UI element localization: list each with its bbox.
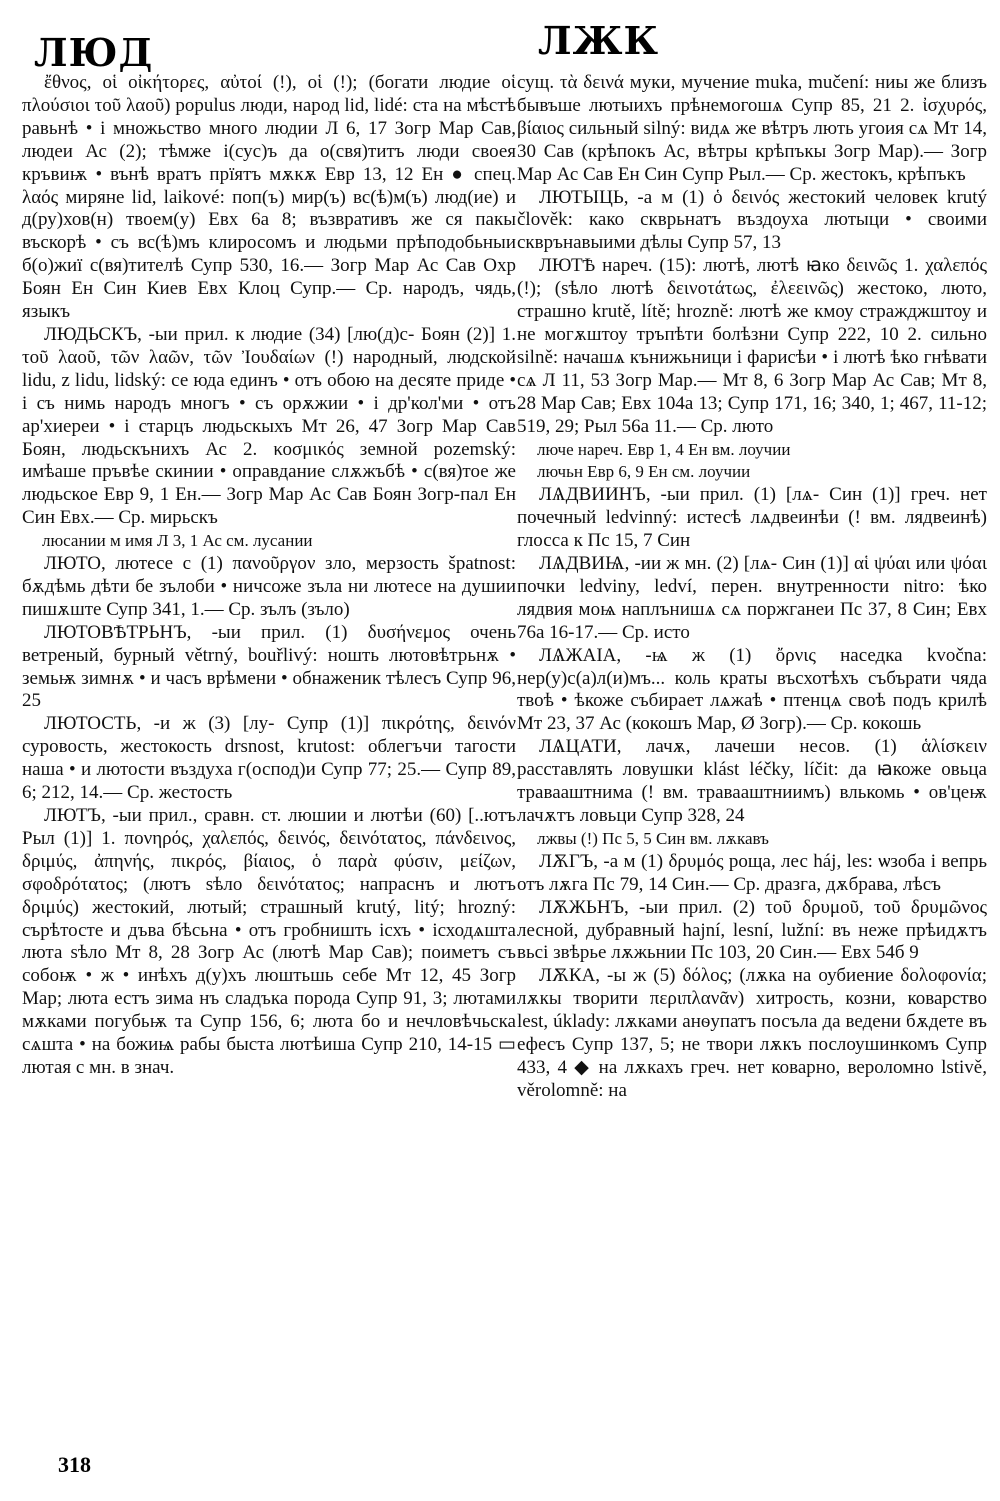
dictionary-entry-ljut: ЛЮТЪ, -ыи прил., сравн. ст. люшии и лютѣи (60) [..ютъ Рыл (1)] 1. πονηρός, χαλεπός, δεινός, δεινότατος, πάνδεινος, δριμύς, ἀπηνής, πικρός, βίαιος, ὁ παρὰ φύσιν, μείζων, σφοδρότατος; (лютъ ѕѣло δεινότατος; напраснъ и лютъ δριμύς) жестокий, лютый; страшный krutý, litý; hrozný: сърѣтосте и дъва бѣсьна • отъ гробништь ісхъ • ісходѧшта люта ѕѣло Мт 8, 28 Зогр Ас (лютѣ Мар Сав); поиметъ съ собоѭ • ж • инѣхъ д(у)хъ люштьшь себе Мт 12, 45 Зогр Мар; люта естъ зима нъ сладъка порода Супр 91, 3; лютами мѫками погубьѭ та Супр 156, 6; люта бо и нечловѣчьска сѧшта • на божиѩ рабы быста лютѣиша Супр 210, 14-15 ▭ лютая с мн. в знач. (22, 805, 516, 1078)
dictionary-entry-lzvy: лжвы (!) Пс 5, 5 Син вм. лѫкавъ (537, 828, 769, 848)
dictionary-entry-ljutic: ЛЮТЫЦЬ, -а м (1) ὁ δεινός жестокий человек krutý člověk: како скврьнатъ въздоуха лютыци • своими скврънавыими дѣлы Супр 57, 13 (517, 186, 987, 254)
running-head-left: ЛЮД (34, 30, 154, 75)
dictionary-entry-ljuce: лючe нареч. Евр 1, 4 Ен вм. лоучии (537, 439, 791, 459)
dictionary-entry-lzg: ЛѪГЪ, -а м (1) δρυμός роща, лес háj, les: ѡзоба і вепрь отъ лѫга Пс 79, 14 Син.— Ср. дразга, дѫбрава, лѣсъ (517, 850, 987, 895)
dictionary-entry-ljudsk: ЛЮДЬСКЪ, -ыи прил. к людие (34) [лю(д)с- Боян (2)] 1. τοῦ λαοῦ, τῶν λαῶν, τῶν Ἰουδαίων (!) народный, людской lidu, z lidu, lidský: се юда единъ • отъ обою на десяте приде • і съ нимь народъ многъ • съ орѫжии • і др'кол'ми • отъ ар'хиереи • і старцъ людьскыхъ Мт 26, 47 Зогр Мар Сав Боян, людьскънихъ Ас 2. κοσμικός земной pozemský: имѣаше пръвѣе скинии • оправдание слѫжъбѣ • с(вя)тое же людьское Евр 9, 1 Ен.— Зогр Мар Ас Сав Боян Зогр-пал Ен Син Евх.— Ср. мирьскъ (22, 323, 516, 529)
right-column (517, 72, 987, 1103)
dictionary-entry-lacati: ЛѦЦАТИ, лачѫ, лачеши несов. (1) ἁλίσκειν расставлять ловушки klást léčky, líčit: да ꙗкоже овьца травааштнима (! вм. травааштниимъ) влькомь • ов'цеѭ лачѫтъ ловьци Супр 328, 24 (517, 736, 987, 826)
left-column (22, 72, 516, 1080)
dictionary-entry-lj-cont: ἔθνος, οἱ οἰκήτορες, αὐτοί (!), οἱ (!); (богати людие οἱ πλούσιοι τοῦ λαοῦ) populus люди, народ lid, lidé: ста на мѣстѣ равьнѣ • і множьство много людии Л 6, 17 Зогр Мар Сав, людеи Ас (2); тѣмже і(сус)ъ да о(свя)титъ люди своея кръвиѭ • вънѣ вратъ прїятъ мѫкѫ Евр 13, 12 Ен ● спец. λαός миряне lid, laikové: поп(ъ) мир(ъ) вс(ѣ)м(ъ) люд(ие) и д(ру)хов(н) твоем(у) Евх 6а 8; възвративъ же ся пакы въскорѣ • съ вс(ѣ)мъ клиросомъ и людьми прѣподобьныи б(о)жиї с(вя)тителѣ Супр 530, 16.— Зогр Мар Ас Сав Охр Боян Ен Син Киев Евх Клоц Супр.— Ср. народъ, чядь, языкъ (22, 72, 516, 323)
dictionary-entry-ladvija: ЛѦДВИѨ, -ии ж мн. (2) [лѧ- Син (1)] αἱ ψύαι или ψόαι почки ledviny, ledví, перен. внутренности nitro: ѣко лядвия моѩ наплънишѧ сѧ поржганеи Пс 37, 8 Син; Евх 76а 16-17.— Ср. исто (517, 553, 987, 643)
dictionary-entry-ljusanin: люсании м имя Л 3, 1 Ас см. лусании (42, 531, 313, 551)
page-number: 318 (58, 1452, 91, 1477)
dictionary-entry-ljuto: ЛЮТО, лютесе с (1) πανοῦργον зло, мерзость špatnost: бѫдѣмь дѣти бе зълоби • ничсоже зъла ни лютесе на душии пишѫште Супр 341, 1.— Ср. зълъ (зъло) (22, 553, 516, 620)
dictionary-entry-lzka: ЛѪКА, -ы ж (5) δόλος; (лѫка на оубиение δολοφονία; лѫкы творити περιπλανᾶν) хитрость, козни, коварство lest, úklady: лѫками анѳупатъ посъла да ведени бѫдете въ ефесъ Супр 137, 5; не твори лѫкъ послоушинкомъ Супр 433, 4 ◆ на лѫкахъ греч. нет коварно, вероломно lstivě, věrolomně: на (517, 965, 987, 1101)
dictionary-entry-lzzn: ЛѪЖЬНЪ, -ыи прил. (2) τοῦ δρυμοῦ, τοῦ δρυμῶνος лесной, дубравный hajní, lesní, lužní: въ неже прѣидѫтъ вьсі звѣрье лѫжьнии Пс 103, 20 Син.— Евх 54б 9 (517, 896, 987, 964)
dictionary-entry-ljut-cont: сущ. τὰ δεινά муки, мучение muka, mučení: ниы же близъ бывъше лютыихъ прѣнемогошѧ Супр 85, 21 2. ἰσχυρός, βίαιος сильный silný: видѧ же вѣтръ лють угоия сѧ Мт 14, 30 Сав (крѣпокъ Ас, вѣтры крѣпъкы Зогр Мар).— Зогр Мар Ас Сав Ен Син Супр Рыл.— Ср. жестокъ, крѣпъкъ (517, 72, 987, 185)
dictionary-entry-ljucen: лючьн Евр 6, 9 Ен см. лоучии (537, 462, 751, 482)
running-head-right: ЛЖК (538, 18, 660, 63)
dictionary-entry-ljutovetr: ЛЮТОВѢТРЬНЪ, -ыи прил. (1) δυσήνεμος очень ветреный, бурный větrný, bouřlivý: ношть лютовѣтрьнѫ • земьѭ зимнѫ • и часъ врѣмени • обнаженик тѣлесъ Супр 96, 25 (22, 621, 516, 712)
dictionary-entry-ljute: ЛЮТѢ нареч. (15): лютѣ, лютѣ ꙗко δεινῶς 1. χαλεπός (!); (ѕѣло лютѣ δεινοτάτως, ἐλεεινῶς) жестоко, люто, страшно krutě, lítě; hrozně: лютѣ же кмоу стражджштоу и не могѫштоу тръпѣти болѣзни Супр 222, 10 2. сильно silně: начашѧ кънижьници і фарисѣи • і лютѣ ѣко гнѣвати сѧ Л 11, 53 Зогр Мар.— Мт 8, 6 Зогр Мар Ас Сав; Мт 8, 28 Мар Сав; Евх 104а 13; Супр 171, 16; 340, 1; 467, 11-12; 519, 29; Рыл 56а 11.— Ср. люто (517, 255, 987, 437)
dictionary-entry-lazja: ЛѦЖАІА, -ѩ ж (1) ὄρνις наседка kvočna: нер(у)с(а)л(и)мъ... коль краты въсхотѣхъ събърати чяда твоѣ • ѣкоже събирает лѧжаѣ • птенцѧ своѣ подъ крилѣ Мт 23, 37 Ас (кокошъ Мар, Ø Зогр).— Ср. кокошь (517, 644, 987, 735)
dictionary-entry-ladvin: ЛѦДВИИНЪ, -ыи прил. (1) [лѧ- Син (1)] греч. нет почечный ledvinný: истесѣ лѧдвеинѣи (! вм. лядвеинѣ) глосса к Пс 15, 7 Син (517, 484, 987, 552)
dictionary-entry-ljutost: ЛЮТОСТЬ, -и ж (3) [лу- Супр (1)] πικρότης, δεινόν суровость, жестокость drsnost, krutost: облегъчи тагости наша • и лютости въздуха г(оспод)и Супр 77; 25.— Супр 89, 6; 212, 14.— Ср. жестость (22, 713, 516, 804)
